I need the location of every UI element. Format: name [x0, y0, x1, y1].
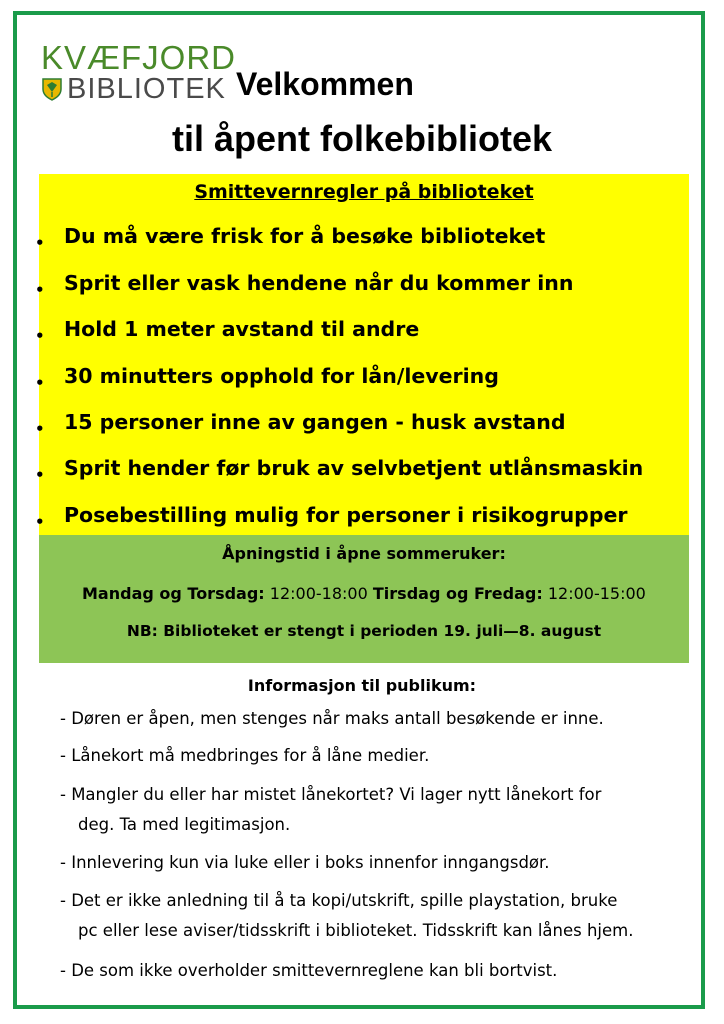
rule-text: 30 minutters opphold for lån/levering: [64, 364, 499, 388]
bullet-icon: •: [35, 374, 45, 392]
day2-label: Tirsdag og Fredag:: [372, 584, 543, 603]
logo-text-bibliotek: BIBLIOTEK: [67, 73, 226, 105]
bullet-icon: •: [35, 281, 45, 299]
rule-item: [35, 317, 689, 357]
opening-hours-title: Åpningstid i åpne sommeruker:: [222, 544, 506, 563]
rule-text: Du må være frisk for å besøke biblioteket: [64, 224, 546, 248]
info-text: - De som ikke overholder smittevernreglene kan bli bortvist.: [60, 961, 558, 980]
info-item: [60, 956, 557, 986]
rule-item: [35, 364, 689, 404]
opening-hours-schedule: [82, 584, 646, 603]
rule-item: [35, 224, 689, 264]
bullet-icon: •: [35, 466, 45, 484]
day1-label: Mandag og Torsdag:: [82, 584, 265, 603]
bullet-icon: •: [35, 420, 45, 438]
info-text-continued: pc eller lese aviser/tidsskrift i biblioteket. Tidsskrift kan lånes hjem.: [78, 921, 634, 940]
bullet-icon: •: [35, 513, 45, 531]
info-item: [60, 848, 550, 878]
closure-note: NB: Biblioteket er stengt i perioden 19. juli—8. august: [126, 622, 602, 640]
info-item: [60, 886, 633, 946]
info-heading: Informasjon til publikum:: [247, 676, 477, 695]
opening-hours-box: [39, 535, 689, 663]
info-item: [60, 704, 604, 734]
info-item: [60, 741, 429, 771]
rule-item: [35, 271, 689, 311]
info-text: - Mangler du eller har mistet lånekortet? Vi lager nytt lånekort for: [60, 785, 602, 804]
bullet-icon: •: [35, 327, 45, 345]
rule-text: Sprit eller vask hendene når du kommer inn: [64, 271, 574, 295]
page-title-line2: til åpent folkebibliotek: [171, 118, 553, 159]
info-item: [60, 780, 601, 840]
rule-item: [35, 410, 689, 450]
rule-text: Sprit hender før bruk av selvbetjent utlånsmaskin: [64, 456, 644, 480]
info-text: - Det er ikke anledning til å ta kopi/utskrift, spille playstation, bruke: [60, 891, 618, 910]
infection-rules-box: [35, 174, 689, 535]
rules-heading: Smittevernregler på biblioteket: [194, 181, 534, 203]
info-text-continued: deg. Ta med legitimasjon.: [78, 815, 291, 834]
coat-of-arms-icon: [41, 77, 63, 101]
info-text: - Innlevering kun via luke eller i boks innenfor inngangsdør.: [60, 853, 550, 872]
page-title-line1: Velkommen: [236, 66, 414, 102]
bullet-icon: •: [35, 234, 45, 252]
rule-text: Hold 1 meter avstand til andre: [64, 317, 420, 341]
library-logo: [41, 39, 237, 105]
info-text: - Døren er åpen, men stenges når maks antall besøkende er inne.: [60, 709, 604, 728]
rule-text: Posebestilling mulig for personer i risikogrupper: [64, 503, 628, 527]
rule-text: 15 personer inne av gangen - husk avstand: [64, 410, 566, 434]
logo-text-kvaefjord: KVÆFJORD: [41, 39, 237, 76]
rule-item: [35, 456, 689, 496]
day2-time: 12:00-15:00: [547, 584, 646, 603]
day1-time: 12:00-18:00: [269, 584, 368, 603]
info-text: - Lånekort må medbringes for å låne medier.: [60, 746, 430, 765]
